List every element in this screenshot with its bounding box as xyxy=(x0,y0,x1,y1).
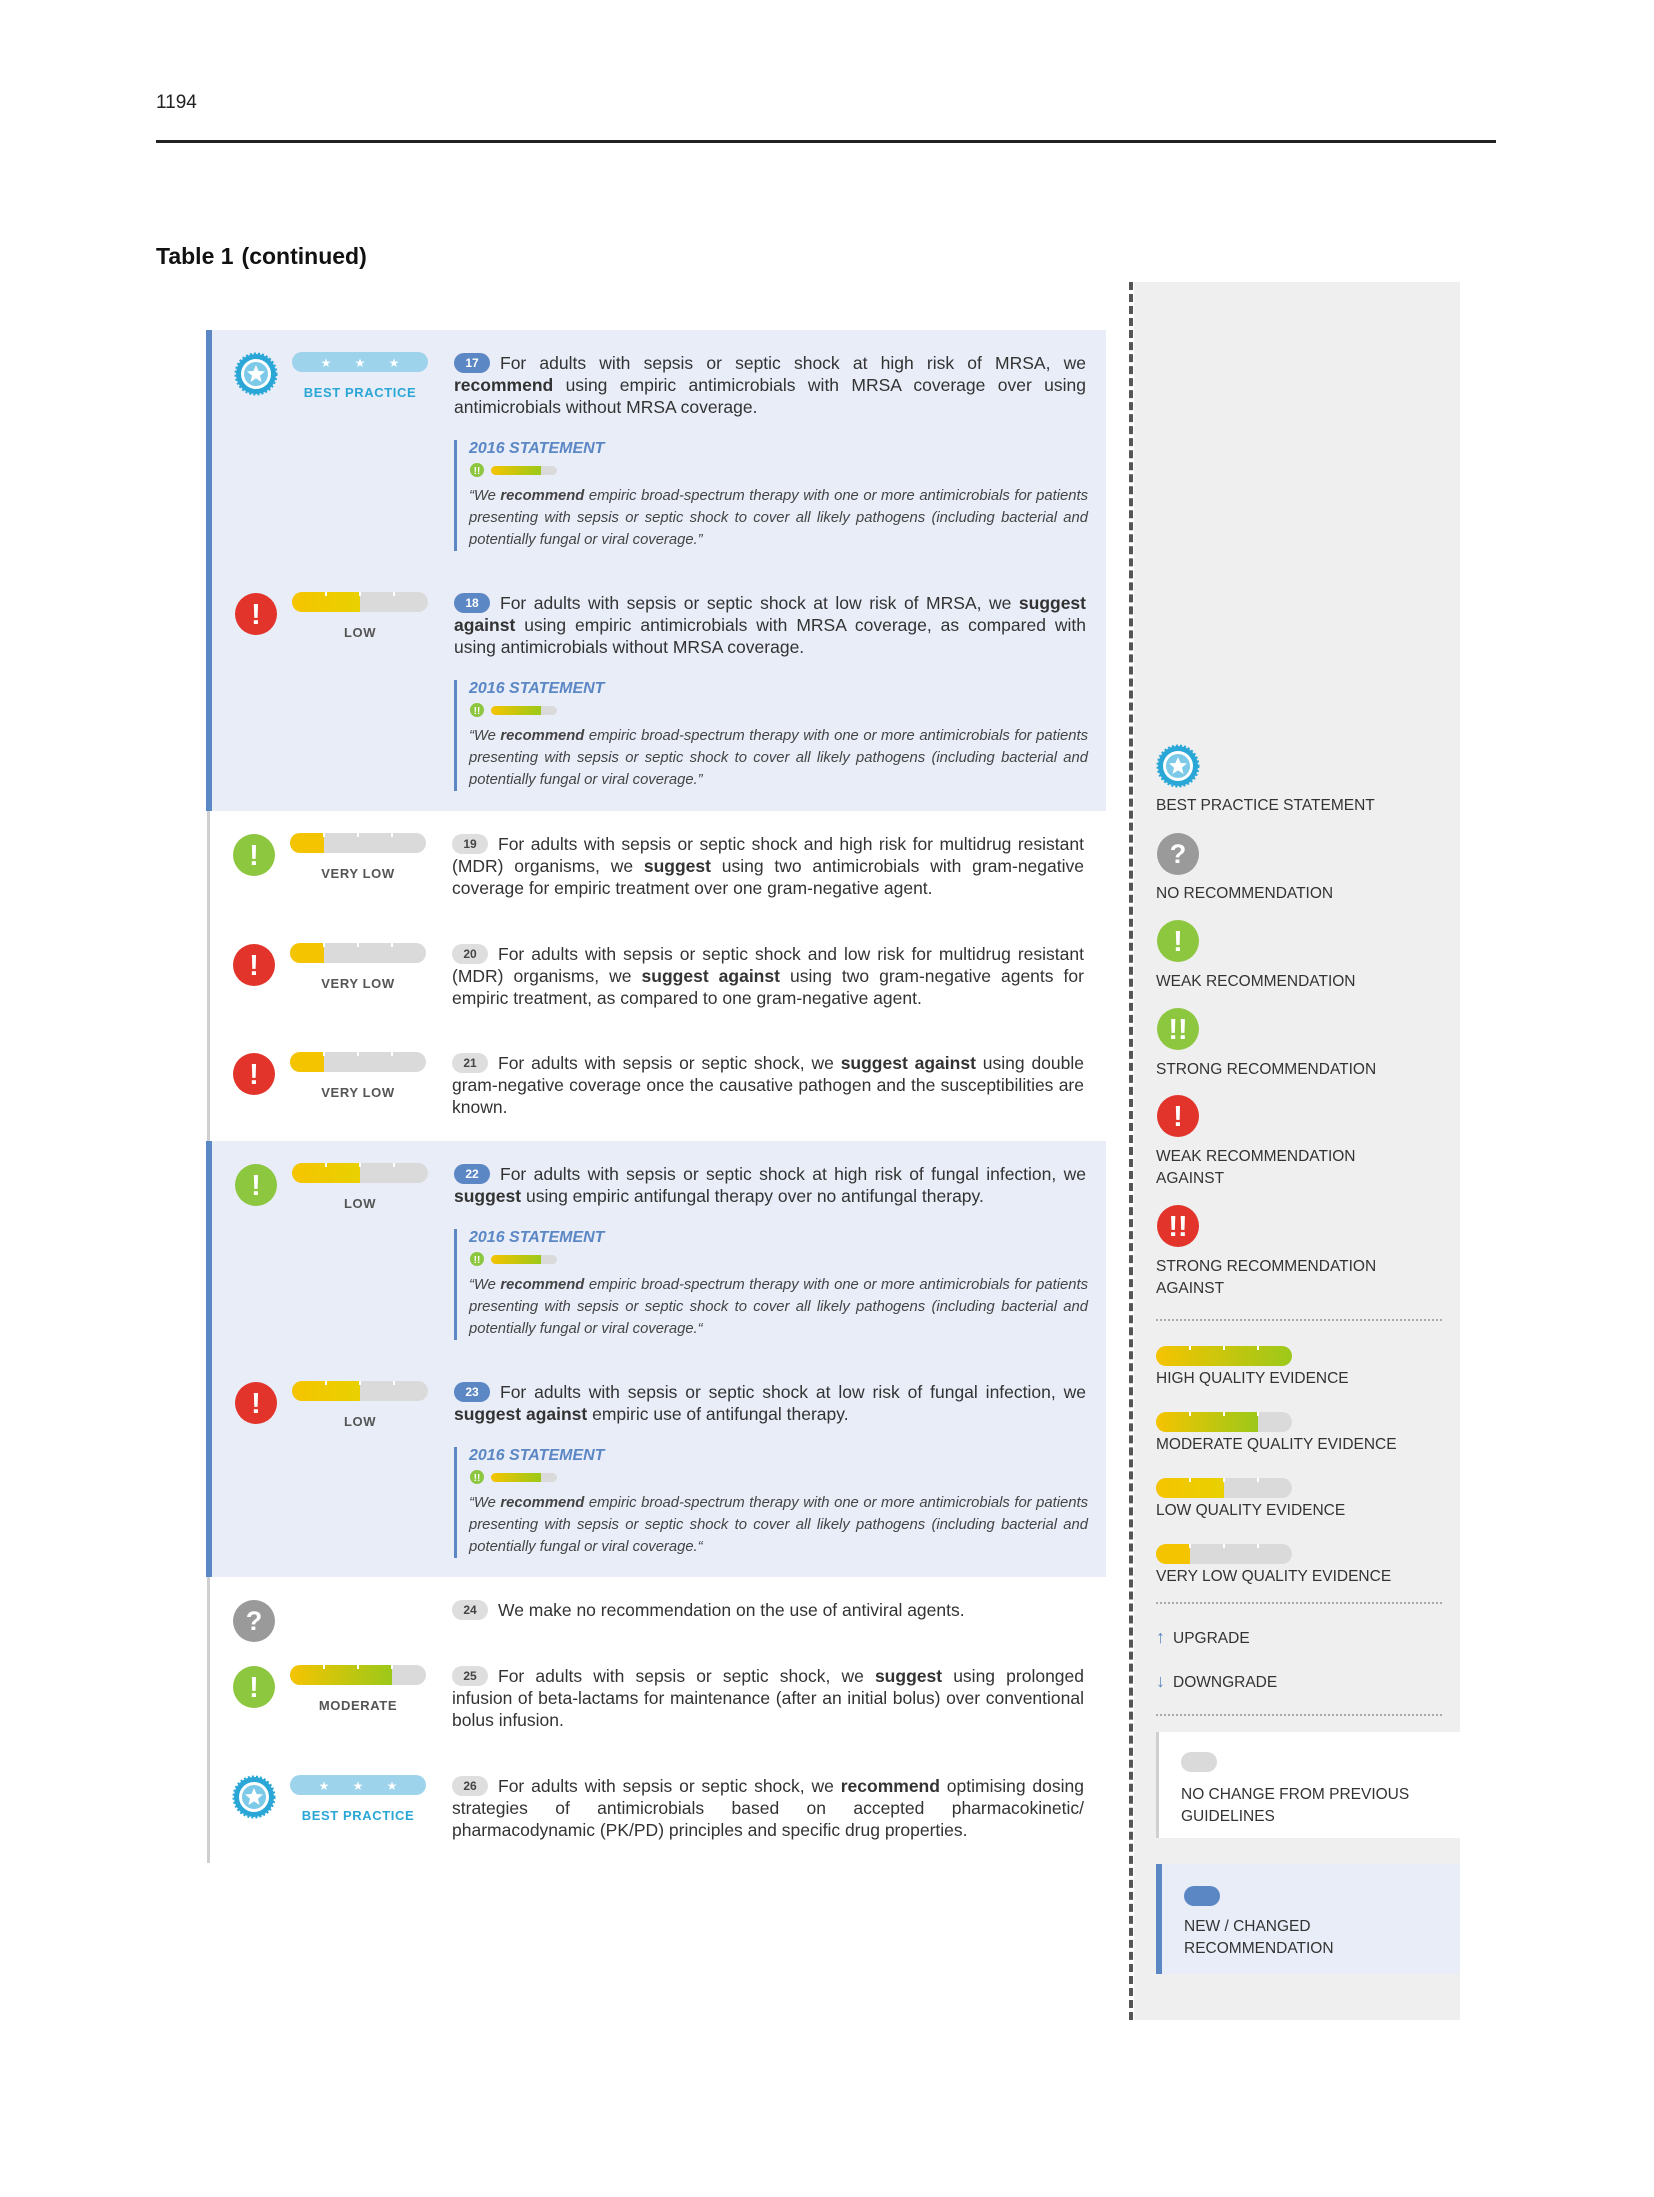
unchanged-group-24-26 xyxy=(207,1577,1106,1863)
recommendation-text xyxy=(452,1775,1084,1841)
recommendation-number: 25 xyxy=(452,1666,488,1686)
question-icon xyxy=(1156,832,1200,876)
previous-statement-title: 2016 STATEMENT xyxy=(469,440,605,457)
text-part: For adults with sepsis or septic shock and high risk for multidrug resistant (MDR) organisms, we xyxy=(452,834,1084,876)
evidence-quality xyxy=(290,833,426,881)
legend-no-recommendation: NO RECOMMENDATION xyxy=(1156,885,1334,902)
text-emphasis: suggest xyxy=(454,1186,522,1206)
quality-label: LOW xyxy=(343,1196,377,1211)
previous-rating-icon xyxy=(469,1467,559,1487)
legend-very-low-quality: VERY LOW QUALITY EVIDENCE xyxy=(1156,1568,1392,1585)
quality-label: VERY LOW xyxy=(321,866,395,881)
table-label: Table 1 xyxy=(156,243,234,269)
text-part: For adults with sepsis or septic shock and low risk for multidrug resistant (MDR) organisms, we xyxy=(452,944,1084,986)
header-rule xyxy=(156,140,1496,143)
quality-label: BEST PRACTICE xyxy=(301,1808,415,1823)
text-part: For adults with sepsis or septic shock at low risk of fungal infection, we xyxy=(500,1382,1086,1402)
weak-against-icon xyxy=(234,1381,278,1425)
previous-statement-text xyxy=(469,485,1088,551)
text-emphasis: suggest against xyxy=(454,593,1086,635)
quality-label: LOW xyxy=(343,1414,377,1429)
text-emphasis: recommend xyxy=(840,1776,940,1796)
legend-strong-against: STRONG RECOMMENDATION AGAINST xyxy=(1156,1258,1377,1297)
recommendation-text xyxy=(454,352,1086,418)
legend-downgrade xyxy=(1156,1670,1446,1694)
exclamation-against-icon xyxy=(1156,1094,1200,1138)
text-emphasis: recommend xyxy=(500,1277,585,1293)
text-part: using prolonged infusion of beta-lactams for maintenance (after an initial bolus) over conventional bolus infusion. xyxy=(452,1666,1085,1730)
evidence-quality xyxy=(290,1775,426,1823)
evidence-quality xyxy=(292,1381,428,1429)
recommendation-text xyxy=(452,833,1084,899)
legend-panel xyxy=(1134,282,1460,2020)
quality-label: MODERATE xyxy=(318,1698,398,1713)
grey-pill-icon xyxy=(1181,1752,1217,1772)
recommendation-number: 21 xyxy=(452,1053,488,1073)
recommendation-number: 26 xyxy=(452,1776,488,1796)
text-part: For adults with sepsis or septic shock at low risk of MRSA, we xyxy=(500,593,1019,613)
arrow-up-icon: ↑ xyxy=(1156,1627,1165,1647)
best-practice-badge-icon xyxy=(1156,744,1200,788)
text-part: For adults with sepsis or septic shock, we xyxy=(498,1053,841,1073)
text-part: using empiric antifungal therapy over no antifungal therapy. xyxy=(521,1186,984,1206)
changed-group-17-18 xyxy=(206,330,1106,811)
recommendation-number: 22 xyxy=(454,1164,490,1184)
very-low-quality-bar-icon xyxy=(290,943,426,963)
legend-no-change-box xyxy=(1156,1732,1460,1838)
legend-upgrade xyxy=(1156,1626,1446,1650)
weak-against-icon xyxy=(232,1052,276,1096)
quality-label: VERY LOW xyxy=(321,1085,395,1100)
text-emphasis: suggest xyxy=(643,856,711,876)
moderate-quality-bar-icon xyxy=(290,1665,426,1685)
text-part: For adults with sepsis or septic shock, we xyxy=(498,1776,841,1796)
no-recommendation-icon xyxy=(232,1599,276,1643)
legend-separator xyxy=(1156,1714,1442,1716)
legend-weak: WEAK RECOMMENDATION xyxy=(1156,973,1356,990)
double-exclamation-against-icon xyxy=(1156,1204,1200,1248)
low-quality-bar-icon xyxy=(292,592,428,612)
legend-upgrade-label: UPGRADE xyxy=(1173,1630,1250,1647)
weak-against-icon xyxy=(234,592,278,636)
legend-downgrade-label: DOWNGRADE xyxy=(1173,1674,1278,1691)
previous-statement-title: 2016 STATEMENT xyxy=(469,1229,605,1246)
evidence-quality xyxy=(290,1052,426,1100)
recommendation-number: 20 xyxy=(452,944,488,964)
blue-pill-icon xyxy=(1184,1886,1220,1906)
previous-statement xyxy=(454,1447,1088,1558)
legend-weak-against: WEAK RECOMMENDATION AGAINST xyxy=(1156,1148,1356,1187)
text-emphasis: suggest against xyxy=(840,1053,976,1073)
evidence-quality xyxy=(292,592,428,640)
low-quality-bar-icon xyxy=(292,1163,428,1183)
text-part: “We xyxy=(469,488,501,504)
arrow-down-icon: ↓ xyxy=(1156,1671,1165,1691)
legend-no-change: NO CHANGE FROM PREVIOUS GUIDELINES xyxy=(1181,1786,1410,1825)
low-quality-bar-icon xyxy=(1156,1478,1292,1498)
text-emphasis: recommend xyxy=(500,1495,585,1511)
exclamation-icon xyxy=(1156,919,1200,963)
legend-divider xyxy=(1129,282,1133,2020)
text-part: For adults with sepsis or septic shock, we xyxy=(498,1666,875,1686)
very-low-quality-bar-icon xyxy=(1156,1544,1292,1564)
legend-high-quality: HIGH QUALITY EVIDENCE xyxy=(1156,1370,1349,1387)
low-quality-bar-icon xyxy=(292,1381,428,1401)
text-part: using empiric antimicrobials with MRSA coverage, as compared with using antimicrobials without MRSA coverage. xyxy=(454,615,1086,657)
page-number: 1194 xyxy=(156,92,197,113)
text-emphasis: suggest against xyxy=(454,1404,588,1424)
recommendation-text xyxy=(452,943,1084,1009)
legend-low-quality: LOW QUALITY EVIDENCE xyxy=(1156,1502,1346,1519)
previous-statement xyxy=(454,440,1088,551)
text-emphasis: recommend xyxy=(500,728,585,744)
previous-rating-icon xyxy=(469,700,559,720)
previous-statement xyxy=(454,680,1088,791)
recommendation-number: 19 xyxy=(452,834,488,854)
best-practice-bar-icon xyxy=(290,1775,426,1795)
text-part: “We xyxy=(469,1277,501,1293)
table-continued: (continued) xyxy=(241,243,367,269)
evidence-quality xyxy=(292,352,428,400)
text-part: empiric broad-spectrum therapy with one or more antimicrobials for patients presenting with sepsis or septic shock to cover all likely pathogens (including bacterial and potentially fungal or viral coverage.” xyxy=(469,488,1088,548)
previous-rating-icon xyxy=(469,1249,559,1269)
very-low-quality-bar-icon xyxy=(290,833,426,853)
recommendation-text xyxy=(454,1381,1086,1425)
recommendation-number: 17 xyxy=(454,353,490,373)
quality-label: BEST PRACTICE xyxy=(303,385,417,400)
unchanged-group-19-21 xyxy=(207,811,1106,1141)
legend-best-practice: BEST PRACTICE STATEMENT xyxy=(1156,797,1375,814)
recommendation-text xyxy=(452,1599,1084,1621)
recommendation-number: 23 xyxy=(454,1382,490,1402)
text-part: For adults with sepsis or septic shock at high risk of MRSA, we xyxy=(500,353,1086,373)
text-part: using double gram-negative coverage once the causative pathogen and the susceptibilities are known. xyxy=(452,1053,1084,1117)
double-exclamation-icon xyxy=(1156,1007,1200,1051)
legend-separator xyxy=(1156,1602,1442,1604)
quality-label: VERY LOW xyxy=(321,976,395,991)
recommendations-table xyxy=(206,330,1106,1863)
recommendation-number: 24 xyxy=(452,1600,488,1620)
legend-separator xyxy=(1156,1319,1442,1321)
weak-recommendation-icon xyxy=(232,833,276,877)
evidence-quality xyxy=(290,943,426,991)
text-part: using two gram-negative agents for empiric treatment, as compared to one gram-negative agent. xyxy=(452,966,1084,1008)
previous-statement-title: 2016 STATEMENT xyxy=(469,1447,605,1464)
text-part: empiric broad-spectrum therapy with one or more antimicrobials for patients presenting with sepsis or septic shock to cover all likely pathogens (including bacterial and potentially fungal or viral coverage.“ xyxy=(469,1495,1088,1555)
best-practice-badge-icon xyxy=(232,1775,276,1819)
legend-new-changed-box xyxy=(1156,1864,1460,1974)
best-practice-bar-icon xyxy=(292,352,428,372)
evidence-quality xyxy=(292,1163,428,1211)
moderate-quality-bar-icon xyxy=(1156,1412,1292,1432)
previous-statement-title: 2016 STATEMENT xyxy=(469,680,605,697)
text-emphasis: suggest against xyxy=(641,966,780,986)
text-part: optimising dosing strategies of antimicrobials based on accepted pharmacokinetic/ pharmacodynamic (PK/PD) principles and specific drug properties. xyxy=(452,1776,1084,1840)
previous-statement-text xyxy=(469,1274,1088,1340)
weak-against-icon xyxy=(232,943,276,987)
previous-statement xyxy=(454,1229,1088,1340)
recommendation-text xyxy=(452,1052,1084,1118)
legend-new-changed: NEW / CHANGED RECOMMENDATION xyxy=(1184,1918,1334,1957)
previous-rating-icon xyxy=(469,460,559,480)
table-title xyxy=(156,243,367,270)
text-part: empiric broad-spectrum therapy with one or more antimicrobials for patients presenting with sepsis or septic shock to cover all likely pathogens (including bacterial and potentially fungal or viral coverage.“ xyxy=(469,1277,1088,1337)
text-emphasis: suggest xyxy=(874,1666,943,1686)
legend-moderate-quality: MODERATE QUALITY EVIDENCE xyxy=(1156,1436,1397,1453)
text-part: empiric use of antifungal therapy. xyxy=(587,1404,849,1424)
recommendation-text xyxy=(454,592,1086,658)
quality-label: LOW xyxy=(343,625,377,640)
text-emphasis: recommend xyxy=(500,488,585,504)
text-part: “We xyxy=(469,728,501,744)
text-part: using two antimicrobials with gram-negative coverage for empiric treatment over one gram-negative agent. xyxy=(452,856,1084,898)
previous-statement-text xyxy=(469,1492,1088,1558)
evidence-quality xyxy=(290,1665,426,1713)
legend-strong: STRONG RECOMMENDATION xyxy=(1156,1061,1377,1078)
weak-recommendation-icon xyxy=(232,1665,276,1709)
text-part: “We xyxy=(469,1495,501,1511)
high-quality-bar-icon xyxy=(1156,1346,1292,1366)
text-part: using empiric antimicrobials with MRSA coverage over using antimicrobials without MRSA coverage. xyxy=(454,375,1086,417)
very-low-quality-bar-icon xyxy=(290,1052,426,1072)
text-part: For adults with sepsis or septic shock at high risk of fungal infection, we xyxy=(500,1164,1086,1184)
previous-statement-text xyxy=(469,725,1088,791)
best-practice-badge-icon xyxy=(234,352,278,396)
changed-group-22-23 xyxy=(206,1141,1106,1577)
recommendation-text xyxy=(452,1665,1084,1731)
recommendation-number: 18 xyxy=(454,593,490,613)
recommendation-text xyxy=(454,1163,1086,1207)
text-emphasis: recommend xyxy=(454,375,554,395)
text-part: We make no recommendation on the use of antiviral agents. xyxy=(498,1600,965,1620)
weak-recommendation-icon xyxy=(234,1163,278,1207)
text-part: empiric broad-spectrum therapy with one or more antimicrobials for patients presenting with sepsis or septic shock to cover all likely pathogens (including bacterial and potentially fungal or viral coverage.” xyxy=(469,728,1088,788)
